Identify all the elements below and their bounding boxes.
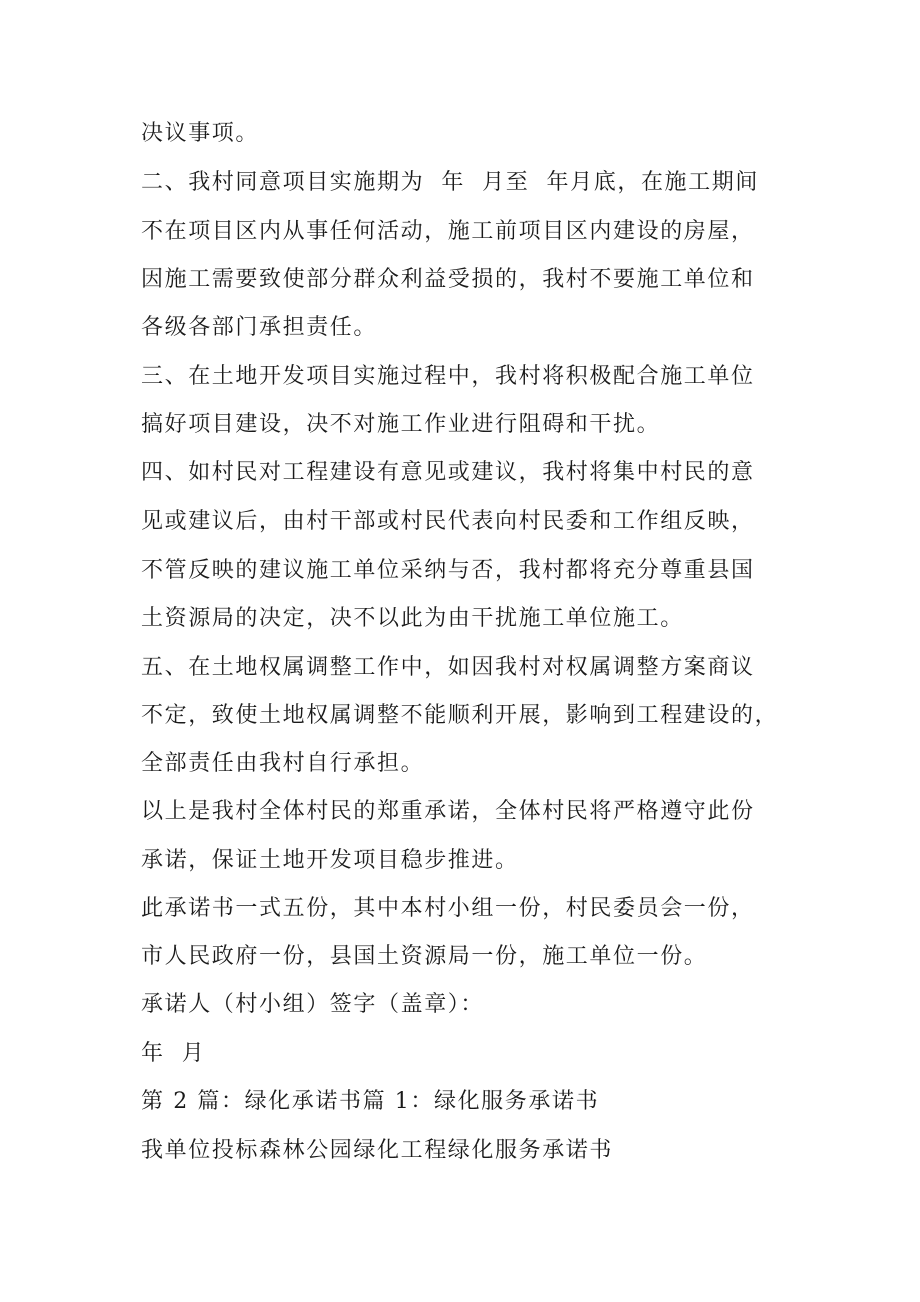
text-line: 土资源局的决定，决不以此为由干扰施工单位施工。: [141, 606, 684, 631]
text-line: 年 月: [141, 1041, 206, 1066]
text-line: 不定，致使土地权属调整不能顺利开展，影响到工程建设的，: [141, 703, 779, 728]
text-line: 搞好项目建设，决不对施工作业进行阻碍和干扰。: [141, 412, 661, 437]
section-heading: 第 2 篇：绿化承诺书篇 1：绿化服务承诺书: [141, 1089, 600, 1114]
text-line: 五、在土地权属调整工作中，如因我村对权属调整方案商议: [141, 655, 755, 680]
text-line: 全部责任由我村自行承担。: [141, 751, 425, 776]
text-line: 以上是我村全体村民的郑重承诺，全体村民将严格遵守此份: [141, 799, 755, 824]
text-line: 见或建议后，由村干部或村民代表向村民委和工作组反映，: [141, 509, 755, 534]
text-line: 市人民政府一份，县国土资源局一份，施工单位一份。: [141, 944, 708, 969]
text-line: 承诺，保证土地开发项目稳步推进。: [141, 848, 519, 873]
text-line: 因施工需要致使部分群众利益受损的，我村不要施工单位和: [141, 267, 755, 292]
text-line: 决议事项。: [141, 121, 260, 146]
text-line: 二、我村同意项目实施期为 年 月至 年月底，在施工期间: [141, 170, 759, 195]
text-line: 我单位投标森林公园绿化工程绿化服务承诺书: [141, 1138, 614, 1163]
text-line: 承诺人（村小组）签字（盖章）：: [141, 992, 485, 1017]
text-line: 不在项目区内从事任何活动，施工前项目区内建设的房屋，: [141, 219, 755, 244]
text-line: 各级各部门承担责任。: [141, 315, 378, 340]
text-line: 此承诺书一式五份，其中本村小组一份，村民委员会一份，: [141, 896, 755, 921]
text-line: 不管反映的建议施工单位采纳与否，我村都将充分尊重县国: [141, 558, 755, 583]
text-line: 四、如村民对工程建设有意见或建议，我村将集中村民的意: [141, 460, 755, 485]
text-line: 三、在土地开发项目实施过程中，我村将积极配合施工单位: [141, 364, 755, 389]
